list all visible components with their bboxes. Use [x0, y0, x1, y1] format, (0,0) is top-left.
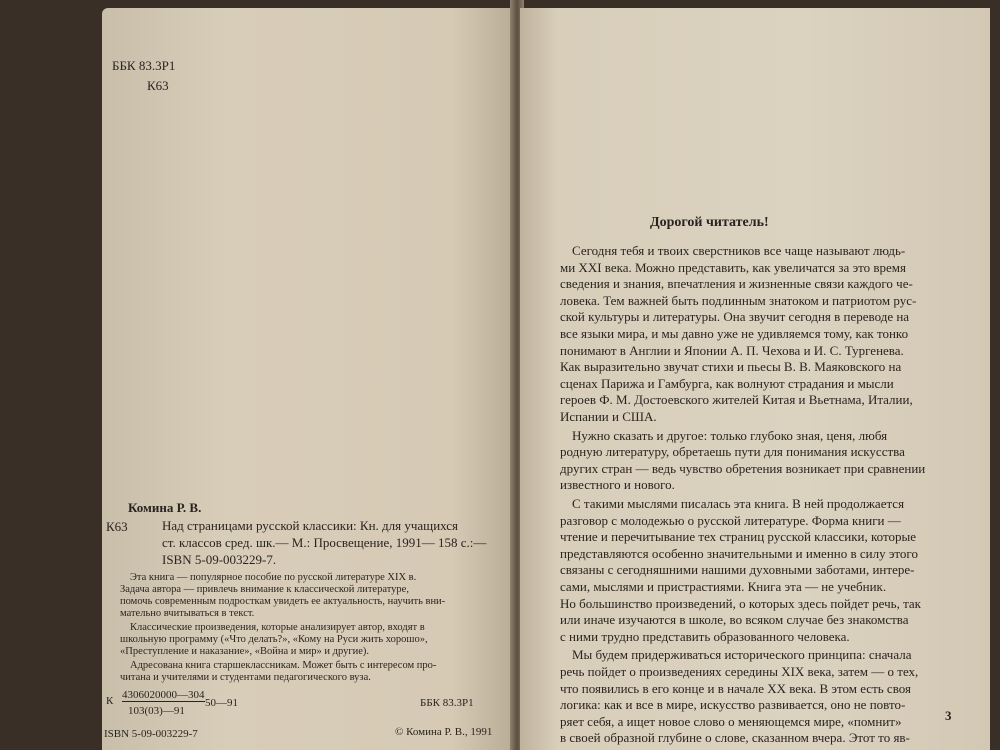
body-text-line: родную литературу, обретаешь пути для понимания искусства: [560, 444, 905, 459]
body-text-line: Но большинство произведений, о которых здесь пойдет речь, так: [560, 596, 921, 611]
catalog-line: Над страницами русской классики: Кн. для учащихся: [162, 518, 459, 533]
body-text-line: что появились в его конце и в начале XX века. В этом есть своя: [560, 681, 911, 696]
page-heading: Дорогой читатель!: [650, 215, 769, 230]
footer-code-denominator: 103(03)—91: [128, 705, 185, 717]
catalog-line: ст. классов сред. шк.— М.: Просвещение, 1991— 158 с.:—: [162, 535, 487, 550]
body-text-line: сценах Парижа и Гамбурга, как волнуют страдания и мысли: [560, 376, 894, 391]
body-text-line: понимают в Англии и Японии А. П. Чехова и И. С. Тургенева.: [560, 343, 904, 358]
catalog-isbn: ISBN 5-09-003229-7.: [162, 552, 277, 567]
body-text-line: Как выразительно звучат стихи и пьесы В. В. Маяковского на: [560, 359, 902, 374]
body-text-line: ряет себя, а ищет новое слово о меняющемся мире, «помнит»: [560, 714, 902, 729]
body-text-line: разговор с молодежью о русской литературе. Форма книги —: [560, 513, 901, 528]
abstract-line: читана и учителями и студентами педагогического вуза.: [120, 672, 371, 683]
body-text-line: Испании и США.: [560, 409, 657, 424]
body-text-line: все языки мира, и мы давно уже не удивляемся тому, как тонко: [560, 326, 909, 341]
body-text-line: с ними трудно представить образованного человека.: [560, 629, 850, 644]
footer-code-suffix: 50—91: [205, 697, 238, 709]
body-text-line: других стран — ведь чувство обретения возникает при сравнении: [560, 461, 926, 476]
body-text-line: Мы будем придерживаться исторического принципа: сначала: [572, 647, 912, 662]
body-text-line: представляются особенно значительными и именно в силу этого: [560, 546, 918, 561]
abstract-line: «Преступление и наказание», «Война и мир» и другие).: [120, 646, 370, 657]
abstract-line: мательно вчитываться в текст.: [120, 608, 255, 619]
body-text-line: сами, мыслями и пристрастиями. Книга эта — не учебник.: [560, 579, 887, 594]
abstract-line: Классические произведения, которые анализирует автор, входят в: [130, 622, 425, 633]
catalog-author: Комина Р. В.: [128, 500, 202, 515]
footer-code-numerator: 4306020000—304: [122, 689, 205, 701]
body-text-line: сведения и знания, впечатления и жизненные связи каждого че-: [560, 276, 913, 291]
body-text-line: известного и нового.: [560, 477, 675, 492]
isbn-bottom: ISBN 5-09-003229-7: [104, 728, 198, 740]
body-text-line: логика: как и все в мире, искусство развивается, оно не повто-: [560, 697, 906, 712]
body-text-line: героев Ф. М. Достоевского жителей Китая и Вьетнама, Италии,: [560, 392, 913, 407]
body-text-line: ми XXI века. Можно представить, как увеличатся за это время: [560, 260, 907, 275]
page-number: 3: [945, 708, 952, 723]
abstract-line: Задача автора — привлечь внимание к классической литературе,: [120, 584, 409, 595]
body-text-line: ской культуры и литературы. Она звучит сегодня в переводе на: [560, 309, 910, 324]
bbk-code-top: ББК 83.3Р1: [112, 58, 176, 73]
body-text-line: Нужно сказать и другое: только глубоко зная, ценя, любя: [572, 428, 888, 443]
abstract-line: школьную программу («Что делать?», «Кому на Руси жить хорошо»,: [120, 634, 428, 645]
copyright: © Комина Р. В., 1991: [395, 726, 493, 738]
body-text-line: речь пойдет о произведениях середины XIX века, затем — о тех,: [560, 664, 919, 679]
abstract-line: Эта книга — популярное пособие по русской литературе XIX в.: [130, 572, 417, 583]
body-text-line: в своей образной глубине о слове, сказанном вчера. Этот то яв-: [560, 730, 910, 745]
body-text-line: связаны с сегодняшними нашими духовными заботами, интере-: [560, 562, 915, 577]
body-text-line: чтение и перечитывание тех страниц русской классики, которые: [560, 529, 916, 544]
body-text-line: Сегодня тебя и твоих сверстников все чаще называют людь-: [572, 243, 906, 258]
catalog-index: К63: [106, 519, 128, 534]
abstract-line: Адресована книга старшеклассникам. Может быть с интересом про-: [130, 660, 437, 671]
abstract-line: помочь современным подросткам увидеть ее актуальность, научить вни-: [120, 596, 446, 607]
bbk-code-bottom: ББК 83.3Р1: [420, 697, 474, 709]
body-text-line: или иначе изучаются в школе, во всяком случае без знакомства: [560, 612, 909, 627]
footer-k-code: К: [106, 695, 114, 707]
body-text-line: ловека. Тем важней быть подлинным знатоком и патриотом рус-: [560, 293, 917, 308]
body-text-line: С такими мыслями писалась эта книга. В ней продолжается: [572, 496, 905, 511]
index-code-top: К63: [147, 78, 169, 93]
